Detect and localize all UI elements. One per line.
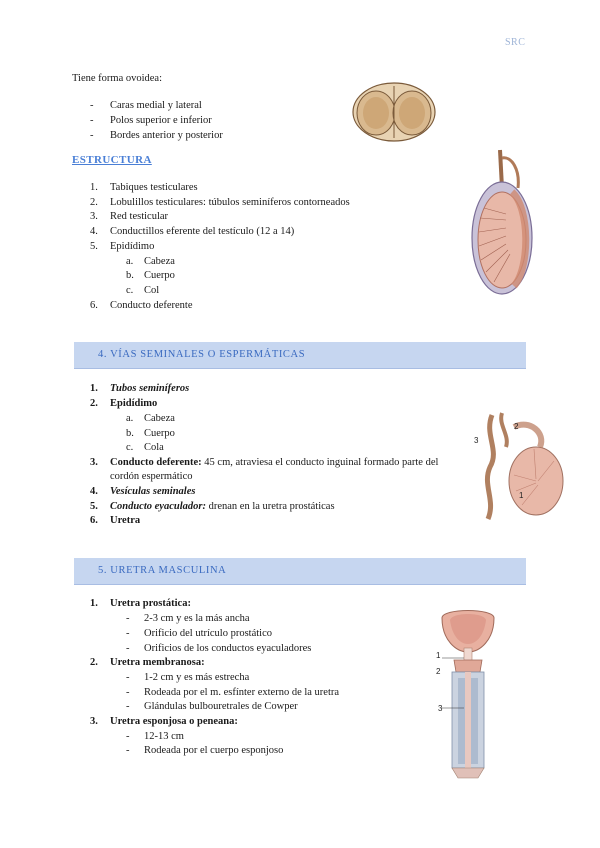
male-urethra-figure [428,608,508,780]
header-initials: SRC [505,37,526,48]
seminal-ducts-figure [470,405,566,525]
figure-label: 1 [436,651,441,660]
testis-cross-section-figure [350,80,438,144]
section-header-vias-seminales: 4. VÍAS SEMINALES O ESPERMÁTICAS [74,342,526,369]
list-item-continuation: cordón espermático [110,471,193,482]
section-title-estructura: ESTRUCTURA [72,154,152,166]
figure-label: 3 [438,704,443,713]
section-header-uretra-masculina: 5. URETRA MASCULINA [74,558,526,585]
figure-label: 1 [519,491,524,500]
testis-structure-figure [464,148,534,298]
figure-label: 3 [474,436,479,445]
figure-label: 2 [436,667,441,676]
figure-label: 2 [514,422,519,431]
intro-text: Tiene forma ovoidea: [72,73,163,84]
